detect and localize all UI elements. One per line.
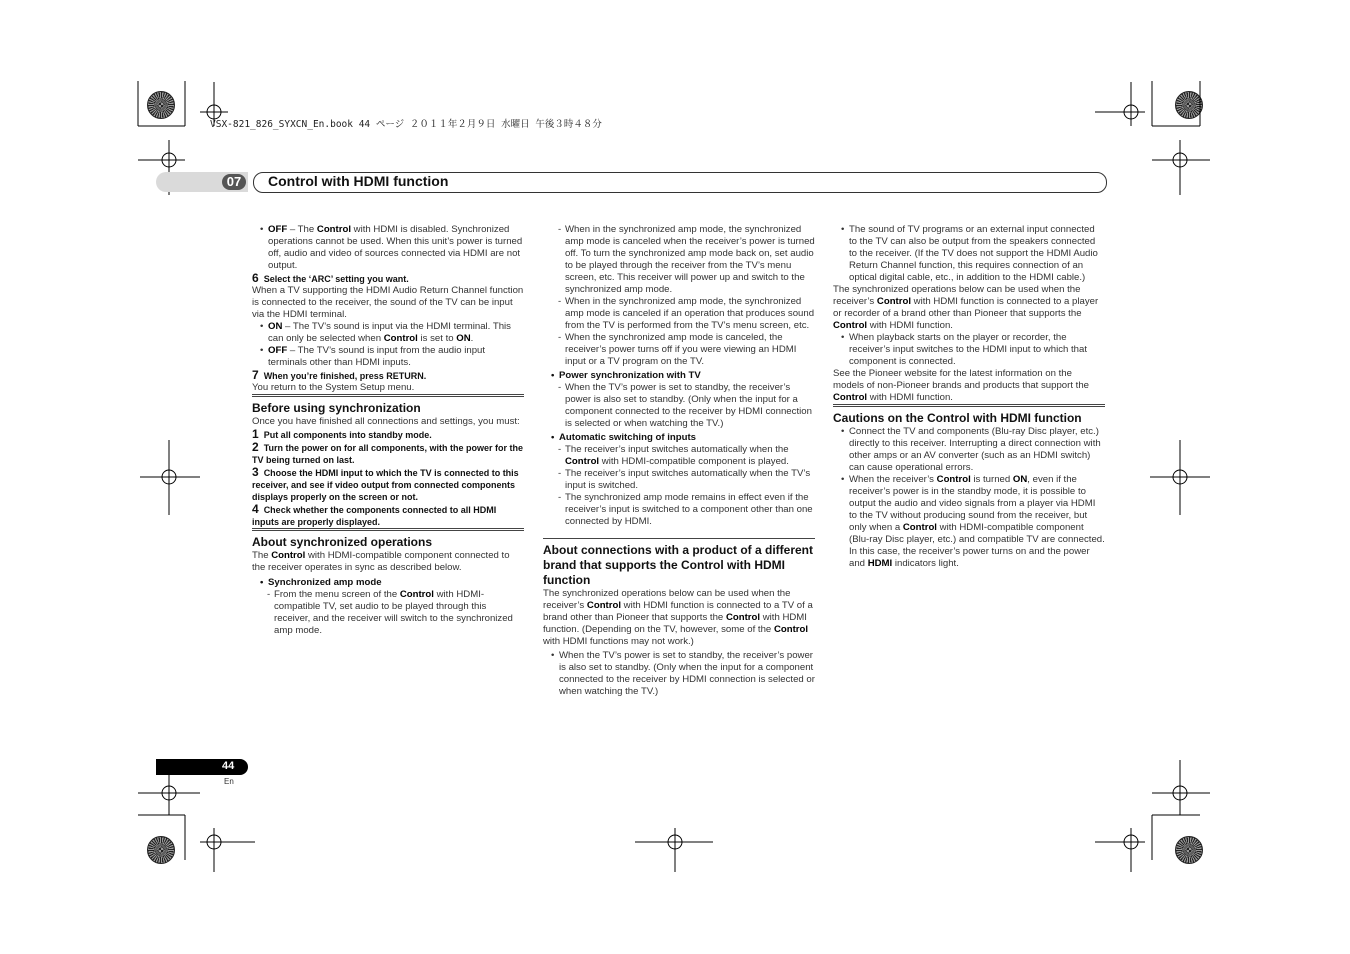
print-slug: VSX-821_826_SYXCN_En.book 44 ページ ２０１１年２月９日 水曜日 午後３時４８分	[210, 119, 602, 130]
off-bullet-2: • OFF – The TV’s sound is input from the audio input terminals other than HDMI inputs.	[252, 345, 524, 369]
off-bullet: • OFF – The Control with HDMI is disabled. Synchronized operations cannot be used. When this unit’s power is turned off, audio and video of sources connected via HDMI are not output.	[252, 224, 524, 272]
auto-switch-item-2: - The receiver’s input switches automatically when the TV’s input is switched.	[543, 468, 815, 492]
section-heading-before-sync: Before using synchronization	[252, 394, 524, 416]
player-recorder-description: The synchronized operations below can be used when the receiver’s Control with HDMI function is connected to a player or recorder of a brand other than Pioneer that supports the Control with HDMI function.	[833, 284, 1099, 331]
step-6-description: When a TV supporting the HDMI Audio Return Channel function is connected to the receiver, the sound of the TV can be input via the HDMI terminal.	[252, 285, 524, 320]
before-step-2: 2 Turn the power on for all components, with the power for the TV being turned on last.	[252, 440, 524, 465]
before-step-1: 1 Put all components into standby mode.	[252, 427, 432, 441]
sync-amp-mode-item: - From the menu screen of the Control with HDMI-compatible TV, set audio to be played through this receiver, and the receiver will switch to the synchronized amp mode.	[252, 589, 524, 637]
sync-amp-item-3: - When in the synchronized amp mode, the synchronized amp mode is canceled if an operation that produces sound from the TV is performed from the TV’s menu screen, etc.	[543, 296, 815, 332]
sync-amp-item-4: - When the synchronized amp mode is canceled, the receiver’s power turns off if you were viewing an HDMI input or a TV program on the TV.	[543, 332, 815, 368]
power-sync-heading: • Power synchronization with TV	[543, 370, 815, 382]
caution-bullet-2: • When the receiver’s Control is turned ON, even if the receiver’s power is in the standby mode, it is possible to output the audio and video signals from a player via HDMI to the TV without producing sound from the receiver, but only when a Control with HDMI-compatible component (Blu-ray Disc player, etc.) and compatible TV are connected. In this case, the receiver’s power turns on and the power and HDMI indicators light.	[833, 474, 1105, 570]
caution-bullet-1: • Connect the TV and components (Blu-ray Disc player, etc.) directly to this receiver. Interrupting a direct connection with other amps or an AV converter (such as an HDMI switch) can cause operational errors.	[833, 426, 1105, 474]
chapter-title: Control with HDMI function	[268, 173, 449, 189]
step-7-description: You return to the System Setup menu.	[252, 382, 415, 393]
section-heading-cautions: Cautions on the Control with HDMI function	[833, 404, 1105, 426]
section-heading-different-brand: About connections with a product of a different brand that supports the Control with HDMI function	[543, 538, 815, 588]
arc-bullet: • The sound of TV programs or an external input connected to the TV can also be output from the speakers connected to the receiver. (If the TV does not support the HDMI Audio Return Channel function, this requires connection of an optical digital cable, etc., in addition to the HDMI cable.)	[833, 224, 1105, 284]
page-number: 44	[222, 760, 235, 772]
section-heading-about-sync: About synchronized operations	[252, 528, 524, 550]
column-2	[543, 224, 815, 698]
before-step-3: 3 Choose the HDMI input to which the TV is connected to this receiver, and see if video output from connected components displays properly on the screen or not.	[252, 465, 519, 502]
different-brand-bullet: • When the TV’s power is set to standby, the receiver’s power is also set to standby. (Only when the input for a component connected to the receiver by HDMI connection is selected or when watching the TV.)	[543, 650, 815, 698]
auto-switch-heading: • Automatic switching of inputs	[543, 432, 815, 444]
sync-amp-mode-heading: • Synchronized amp mode	[252, 577, 524, 589]
sync-amp-item-2: - When in the synchronized amp mode, the synchronized amp mode is canceled when the receiver’s power is turned off. To turn the synchronized amp mode back on, set audio to be played through the receiver from the TV’s menu screen, etc. This receiver will power up and switch to the synchronized amp mode.	[543, 224, 815, 296]
chapter-number: 07	[222, 174, 246, 190]
page-language: En	[224, 777, 234, 786]
different-brand-description: The synchronized operations below can be used when the receiver’s Control with HDMI function is connected to a TV of a brand other than Pioneer that supports the Control with HDMI function. (Depending on the TV, however, some of the Control with HDMI functions may not work.)	[543, 588, 813, 647]
on-bullet: • ON – The TV’s sound is input via the HDMI terminal. This can only be selected when Control is set to ON.	[252, 321, 524, 345]
power-sync-item: - When the TV’s power is set to standby, the receiver’s power is also set to standby. (Only when the input for a component connected to the receiver by HDMI connection is selected or when watching the TV.)	[543, 382, 815, 430]
pioneer-website-note: See the Pioneer website for the latest information on the models of non-Pioneer brands and products that support the Control with HDMI function.	[833, 368, 1089, 403]
column-1	[252, 224, 524, 637]
before-sync-description: Once you have finished all connections and settings, you must:	[252, 416, 520, 427]
step-7: 7 When you’re finished, press RETURN.	[252, 368, 427, 382]
auto-switch-item-3: - The synchronized amp mode remains in effect even if the receiver’s input is switched to a component other than one connected by HDMI.	[543, 492, 815, 528]
column-3	[833, 224, 1105, 570]
about-sync-description: The Control with HDMI-compatible component connected to the receiver operates in sync as described below.	[252, 550, 510, 573]
before-step-4: 4 Check whether the components connected to all HDMI inputs are properly displayed.	[252, 502, 497, 527]
playback-bullet: • When playback starts on the player or recorder, the receiver’s input switches to the HDMI input to which that component is connected.	[833, 332, 1105, 368]
auto-switch-item-1: - The receiver’s input switches automatically when the Control with HDMI-compatible component is played.	[543, 444, 815, 468]
step-6: 6 Select the ‘ARC’ setting you want.	[252, 271, 409, 285]
